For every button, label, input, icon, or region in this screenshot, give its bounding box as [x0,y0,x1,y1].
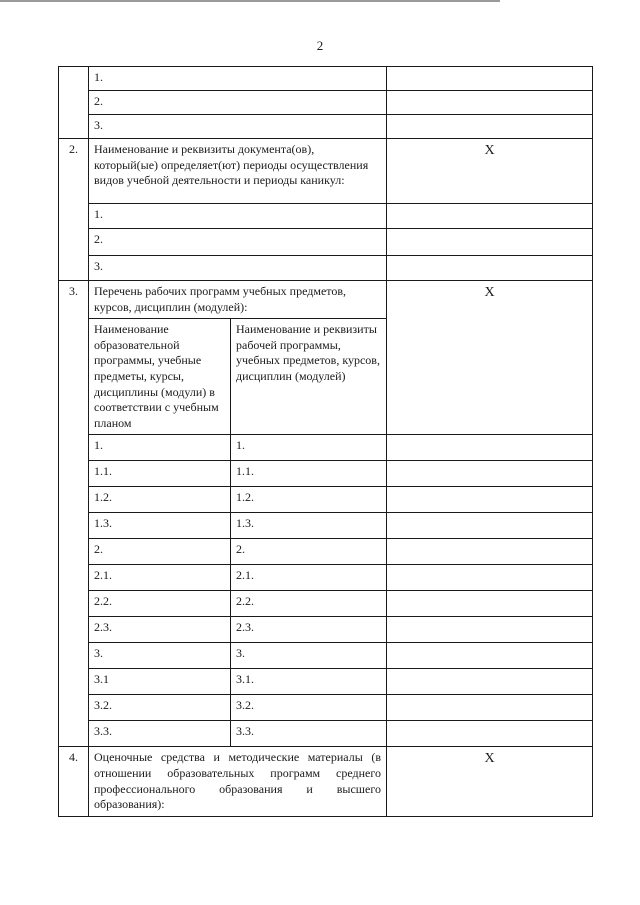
section3-title-text: Перечень рабочих программ учебных предметов, курсов, дисциплин (модулей): [94,284,347,314]
section3-right-cell [231,461,387,487]
section3-data-row [59,461,593,487]
row-left-label: 1.2. [94,490,112,505]
section3-left-cell [89,643,231,669]
row-left-label: 2.3. [94,620,112,635]
section3-col-right-header [231,319,387,435]
section3-right-cell [231,487,387,513]
page-number: 2 [316,38,324,53]
section3-data-row [59,695,593,721]
col-right-header-text: Наименование и реквизиты рабочей программы, учебных предметов, курсов, дисциплин (модулей) [236,322,380,383]
section1-value-3 [387,115,593,139]
section2-title [89,139,387,204]
item-label: 1. [94,207,103,221]
section1-item-1 [89,67,387,91]
section3-value-cell [387,487,593,513]
section3-col-left-header [89,319,231,435]
row-left-label: 3.2. [94,698,112,713]
section1-value-2 [387,91,593,115]
row-left-label: 1.3. [94,516,112,531]
top-scan-rule [0,0,500,2]
section3-left-cell [89,461,231,487]
section2-item-3 [89,256,387,281]
row-left-label: 2.2. [94,594,112,609]
row-right-label: 1.2. [236,490,254,505]
section4-number: 4. [59,747,89,816]
section3-right-cell [231,435,387,461]
section3-right-cell [231,721,387,747]
section2-header-row [59,139,593,204]
section3-right-cell [231,513,387,539]
row-right-label: 2.2. [236,594,254,609]
section2-number: 2. [59,139,89,281]
form-table [58,66,593,817]
section3-number: 3. [59,281,89,747]
section3-data-row [59,513,593,539]
section3-data-row [59,591,593,617]
section3-data-row [59,643,593,669]
item-label: 3. [94,118,103,132]
row-left-label: 3.1 [94,672,109,687]
row-right-label: 3.2. [236,698,254,713]
section2-title-text: Наименование и реквизиты документа(ов), который(ые) определяет(ют) периоды осуществления видов учебной деятельности и периоды каникул: [94,142,369,188]
section3-value-cell [387,435,593,461]
section2-value-3 [387,256,593,281]
section2-item-2 [89,229,387,256]
section3-value-cell [387,617,593,643]
section3-data-row [59,435,593,461]
section1-number-cell [59,67,89,139]
item-label: 3. [94,259,103,273]
section3-data-row [59,565,593,591]
section1-value-1 [387,67,593,91]
section3-value-cell [387,669,593,695]
row-left-label: 2. [94,542,103,557]
section3-left-cell [89,539,231,565]
section3-left-cell [89,721,231,747]
row-right-label: 3. [236,646,245,661]
section2-value-1 [387,204,593,229]
section2-value-2 [387,229,593,256]
section3-data-row [59,669,593,695]
section3-data-row [59,617,593,643]
section3-data-row [59,539,593,565]
section1-row [59,91,593,115]
section3-value-cell [387,695,593,721]
section3-left-cell [89,513,231,539]
item-label: 2. [94,94,103,108]
section3-right-cell [231,669,387,695]
row-left-label: 3.3. [94,724,112,739]
section3-right-cell [231,643,387,669]
section3-value-cell [387,721,593,747]
section1-row [59,67,593,91]
section3-value-cell [387,513,593,539]
section3-left-cell [89,695,231,721]
section3-right-cell [231,591,387,617]
section2-item-1 [89,204,387,229]
section3-left-cell [89,435,231,461]
row-right-label: 3.3. [236,724,254,739]
row-right-label: 1.3. [236,516,254,531]
section3-data-row [59,487,593,513]
row-left-label: 1. [94,438,103,453]
row-left-label: 1.1. [94,464,112,479]
row-right-label: 1.1. [236,464,254,479]
section3-mark: X [387,281,593,435]
section3-value-cell [387,643,593,669]
row-right-label: 2.1. [236,568,254,583]
section3-left-cell [89,487,231,513]
row-right-label: 2. [236,542,245,557]
section3-left-cell [89,591,231,617]
section1-item-2 [89,91,387,115]
row-left-label: 2.1. [94,568,112,583]
section3-title [89,281,387,319]
row-right-label: 3.1. [236,672,254,687]
section3-data-row [59,721,593,747]
section3-value-cell [387,539,593,565]
section3-right-cell [231,539,387,565]
row-left-label: 3. [94,646,103,661]
section3-value-cell [387,461,593,487]
section3-left-cell [89,617,231,643]
section3-right-cell [231,617,387,643]
section1-item-3 [89,115,387,139]
row-right-label: 2.3. [236,620,254,635]
section4-header-row [59,747,593,816]
section2-mark: X [387,139,593,204]
section4-title [89,747,387,816]
section3-header-row [59,281,593,319]
item-label: 1. [94,70,103,84]
item-label: 2. [94,232,103,246]
section3-left-cell [89,669,231,695]
section3-right-cell [231,695,387,721]
section2-row [59,204,593,229]
section2-row [59,256,593,281]
section3-value-cell [387,591,593,617]
section4-mark: X [387,747,593,816]
section1-row [59,115,593,139]
section4-title-text: Оценочные средства и методические материалы (в отношении образовательных программ среднего профессионального образования и высшего образования): [94,750,381,812]
col-left-header-text: Наименование образовательной программы, учебные предметы, курсы, дисциплины (модули) в соответствии с учебным планом [94,322,219,430]
section2-row [59,229,593,256]
section3-left-cell [89,565,231,591]
section3-value-cell [387,565,593,591]
row-right-label: 1. [236,438,245,453]
section3-right-cell [231,565,387,591]
